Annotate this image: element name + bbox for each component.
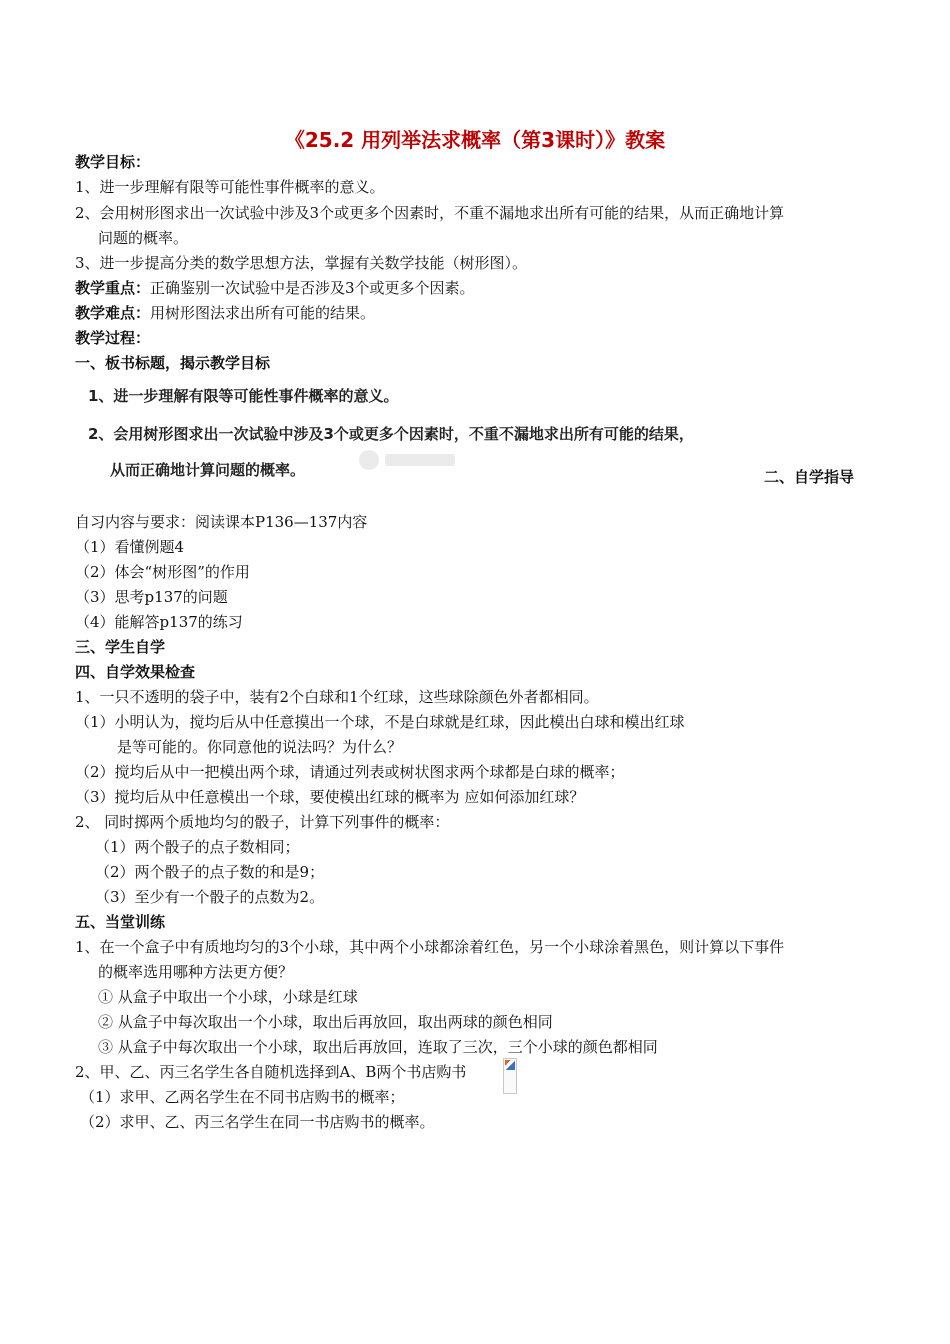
objectives-heading: 教学目标：	[75, 153, 151, 171]
objective-line: 2、会用树形图求出一次试验中涉及3个或更多个因素时，不重不漏地求出所有可能的结果，从而正确地计算	[75, 204, 785, 222]
difficulty-text: 用树形图法求出所有可能的结果。	[150, 304, 376, 322]
list-item: （2）体会“树形图”的作用	[75, 563, 250, 581]
exercise-line: （3）搅均后从中任意模出一个球，要使模出红球的概率为 应如何添加红球？	[75, 788, 585, 806]
difficulty	[75, 303, 375, 323]
image-text-line: 1、进一步理解有限等可能性事件概率的意义。	[88, 387, 399, 405]
key-point-label: 教学重点：	[75, 279, 151, 297]
difficulty-label: 教学难点：	[75, 304, 151, 322]
objective-line: 问题的概率。	[98, 229, 189, 247]
section4-heading: 四、自学效果检查	[75, 663, 196, 681]
broken-image-icon	[503, 1058, 517, 1094]
practice-line: 的概率选用哪种方法更方便？	[98, 963, 294, 981]
exercise-line: （1）两个骰子的点子数相同；	[95, 838, 300, 856]
section3-heading: 三、学生自学	[75, 638, 166, 656]
image-text-line: 从而正确地计算问题的概率。	[110, 461, 306, 479]
practice-line: （2）求甲、乙、丙三名学生在同一书店购书的概率。	[80, 1113, 435, 1131]
objective-line: 3、进一步提高分类的数学思想方法，掌握有关数学技能（树形图）。	[75, 254, 528, 272]
page-title: 《25.2 用列举法求概率（第3课时）》教案	[284, 128, 666, 152]
list-item: （1）看懂例题4	[75, 538, 185, 556]
list-item: （4）能解答p137的练习	[75, 613, 243, 631]
section1-heading: 一、板书标题，揭示教学目标	[75, 354, 271, 372]
exercise-line: 1、一只不透明的袋子中，装有2个白球和1个红球，这些球除颜色外者都相同。	[75, 688, 599, 706]
section5-heading: 五、当堂训练	[75, 913, 166, 931]
exercise-line: （3）至少有一个骰子的点数为2。	[95, 888, 325, 906]
exercise-line: （2）搅均后从中一把模出两个球，请通过列表或树状图求两个球都是白球的概率；	[75, 763, 625, 781]
objective-line: 1、进一步理解有限等可能性事件概率的意义。	[75, 178, 385, 196]
key-point-text: 正确鉴别一次试验中是否涉及3个或更多个因素。	[150, 279, 475, 297]
image-text-line: 2、会用树形图求出一次试验中涉及3个或更多个因素时，不重不漏地求出所有可能的结果，	[88, 425, 694, 443]
practice-line: ③ 从盒子中每次取出一个小球，取出后再放回，连取了三次，三个小球的颜色都相同	[98, 1038, 658, 1056]
self-study-intro: 自习内容与要求：阅读课本P136—137内容	[75, 513, 368, 531]
practice-line: （1）求甲、乙两名学生在不同书店购书的概率；	[80, 1088, 405, 1106]
process-heading: 教学过程：	[75, 329, 151, 347]
practice-line: 1、在一个盒子中有质地均匀的3个小球，其中两个小球都涂着红色，另一个小球涂着黑色，则计算以下事件	[75, 938, 785, 956]
exercise-line: 是等可能的。你同意他的说法吗？为什么？	[117, 738, 403, 756]
exercise-line: （1）小明认为，搅均后从中任意摸出一个球，不是白球就是红球，因此模出白球和模出红球	[75, 713, 685, 731]
section2-heading: 二、自学指导	[764, 468, 855, 486]
list-item: （3）思考p137的问题	[75, 588, 228, 606]
exercise-line: 2、 同时掷两个质地均匀的骰子，计算下列事件的概率：	[75, 813, 450, 831]
practice-line: ① 从盒子中取出一个小球，小球是红球	[98, 988, 358, 1006]
watermark-logo	[355, 440, 465, 480]
practice-line: ② 从盒子中每次取出一个小球，取出后再放回，取出两球的颜色相同	[98, 1013, 553, 1031]
exercise-line: （2）两个骰子的点子数的和是9；	[95, 863, 325, 881]
key-point	[75, 278, 475, 298]
practice-line: 2、甲、乙、丙三名学生各自随机选择到A、B两个书店购书	[75, 1063, 467, 1081]
